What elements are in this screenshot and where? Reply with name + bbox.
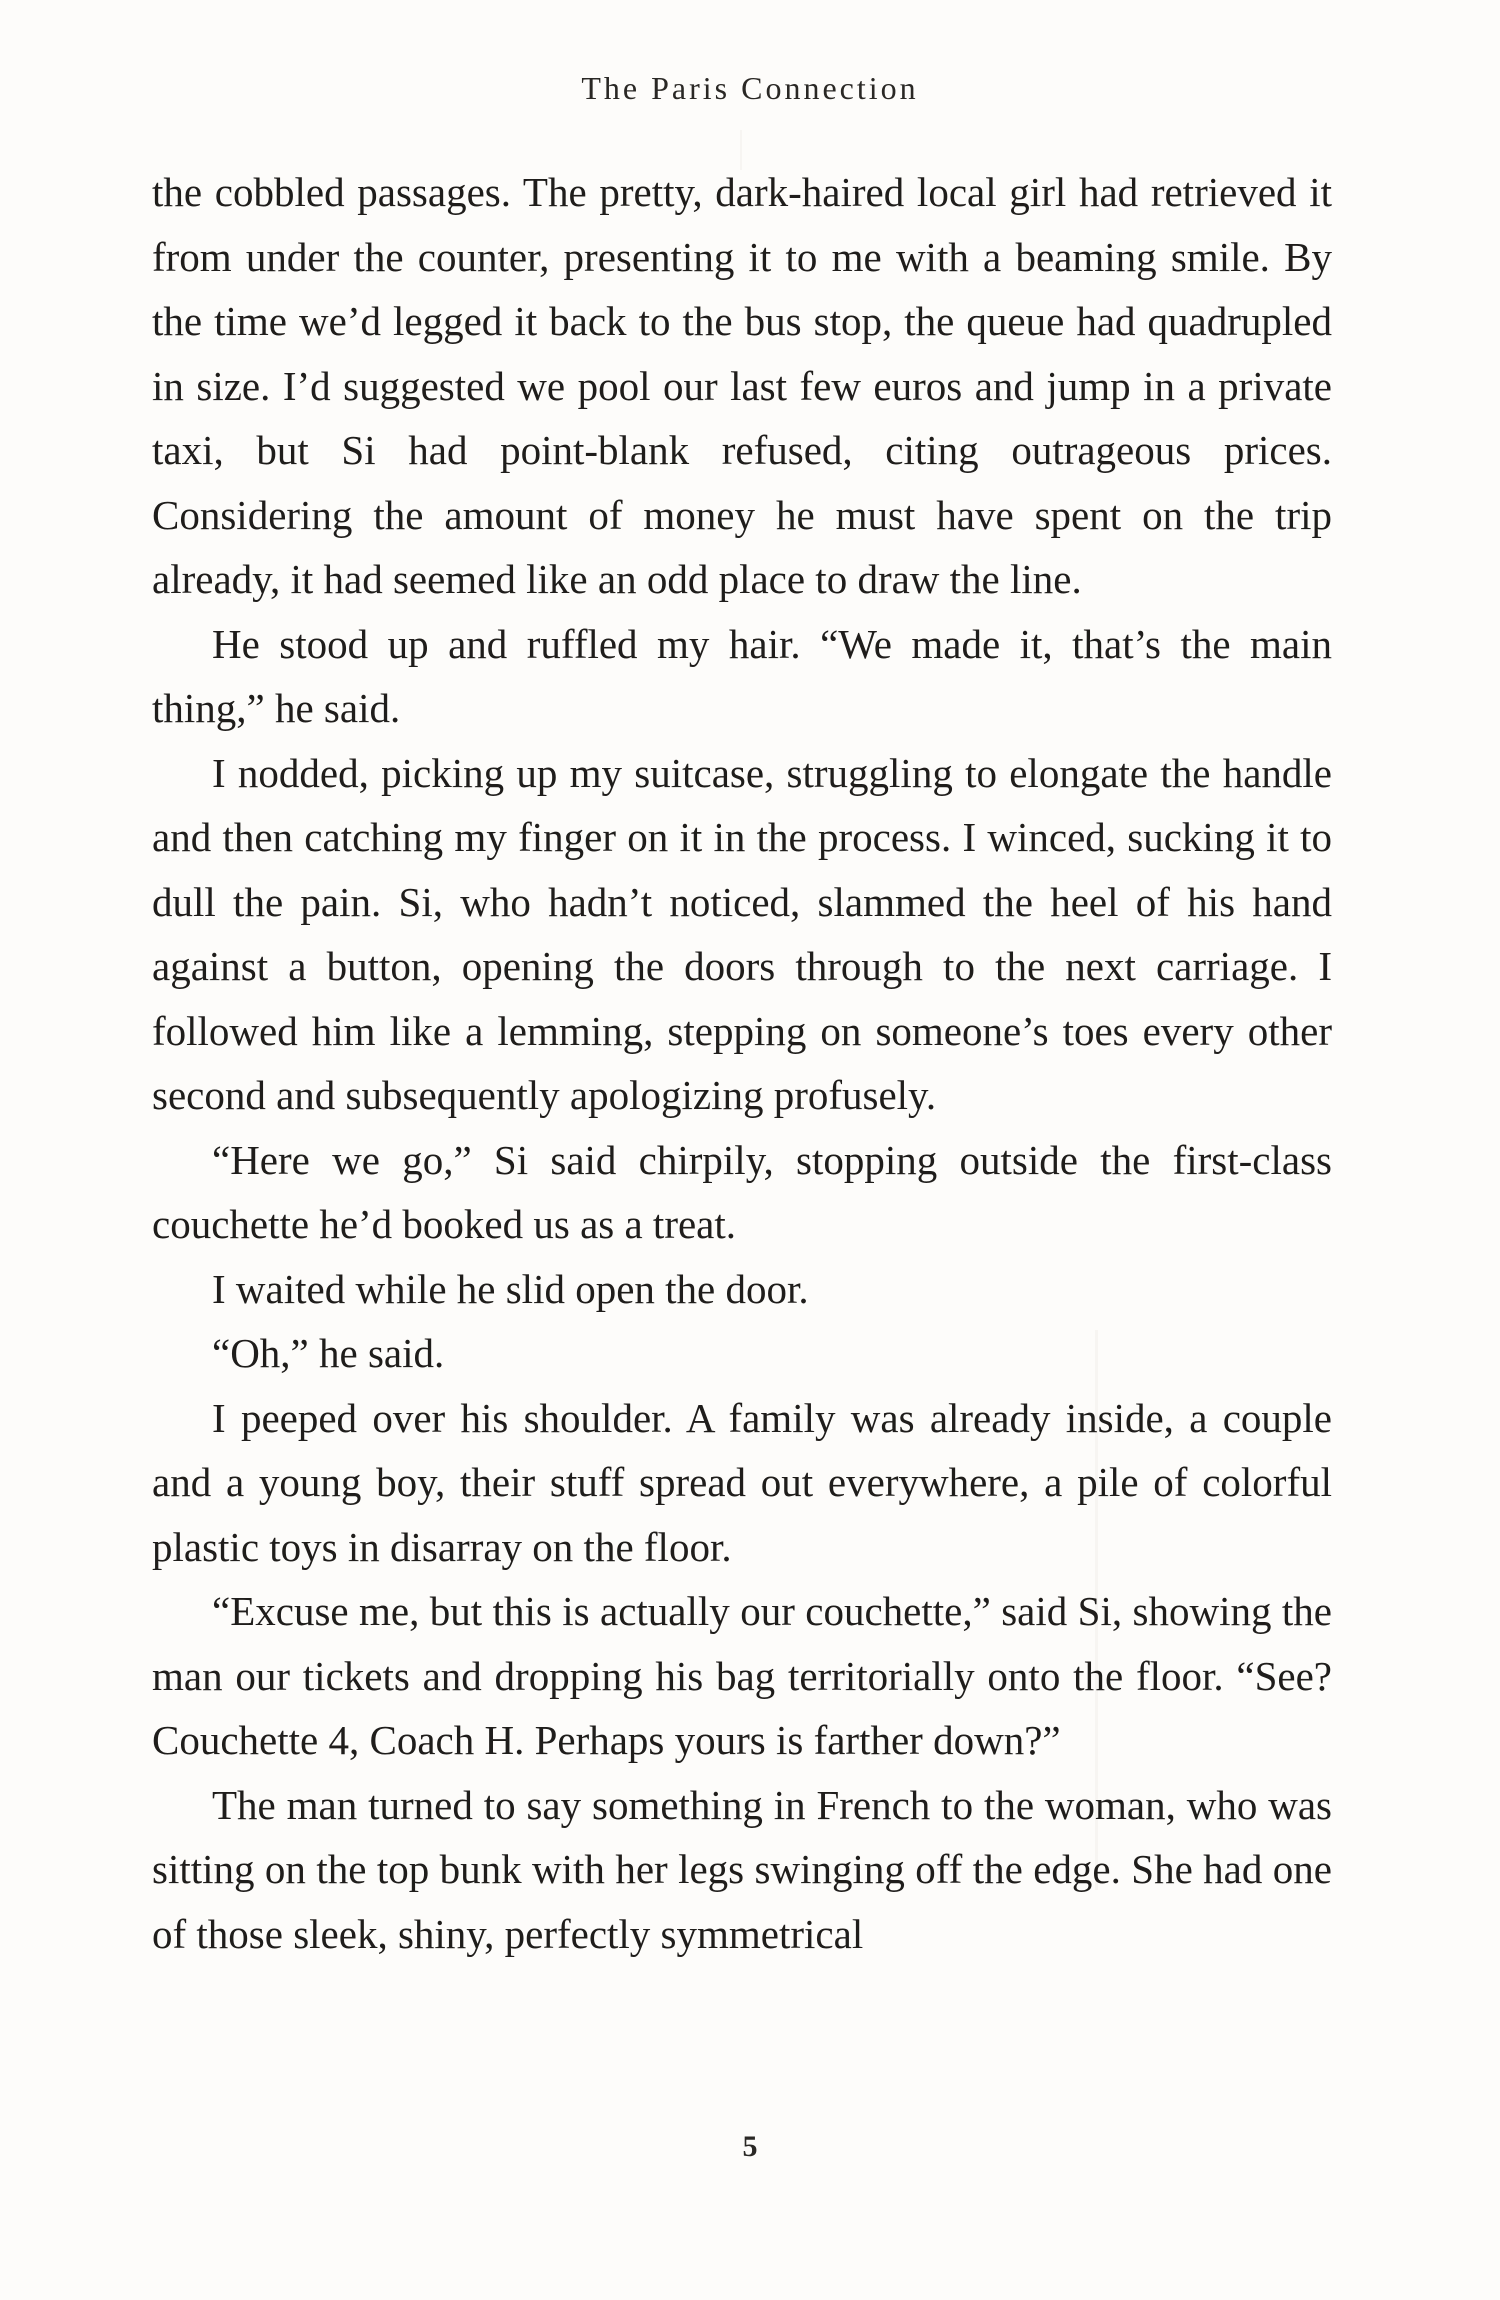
running-head: The Paris Connection bbox=[581, 70, 919, 106]
body-text bbox=[152, 160, 1332, 1966]
paragraph: He stood up and ruffled my hair. “We made it, that’s the main thing,” he said. bbox=[152, 620, 1332, 731]
page-number: 5 bbox=[742, 2130, 758, 2163]
paragraph: “Oh,” he said. bbox=[212, 1330, 445, 1376]
paragraph: The man turned to say something in French to the woman, who was sitting on the top bunk with her legs swinging off the edge. She had one of those sleek, shiny, perfectly symmetrical bbox=[152, 1781, 1332, 1957]
paragraph: I peeped over his shoulder. A family was already inside, a couple and a young boy, their stuff spread out everywhere, a pile of colorful plastic toys in disarray on the floor. bbox=[152, 1394, 1332, 1570]
paragraph: I waited while he slid open the door. bbox=[212, 1265, 809, 1312]
paragraph: I nodded, picking up my suitcase, struggling to elongate the handle and then catching my finger on it in the process. I winced, sucking it to dull the pain. Si, who hadn’t noticed, slammed the heel of his hand against a button, opening the doors through to the next carriage. I followed him like a lemming, stepping on someone’s toes every other second and subsequently apologizing profusely. bbox=[152, 749, 1332, 1118]
paragraph: “Excuse me, but this is actually our couchette,” said Si, showing the man our tickets and dropping his bag territorially onto the floor. “See? Couchette 4, Coach H. Perhaps yours is farther down?” bbox=[152, 1588, 1332, 1763]
paragraph: the cobbled passages. The pretty, dark-haired local girl had retrieved it from under the counter, presenting it to me with a beaming smile. By the time we’d legged it back to the bus stop, the queue had quadrupled in size. I’d suggested we pool our last few euros and jump in a private taxi, but Si had point-blank refused, citing outrageous prices. Considering the amount of money he must have spent on the trip already, it had seemed like an odd place to draw the line. bbox=[152, 169, 1332, 602]
paragraph: “Here we go,” Si said chirpily, stopping outside the first-class couchette he’d booked us as a treat. bbox=[152, 1136, 1332, 1247]
